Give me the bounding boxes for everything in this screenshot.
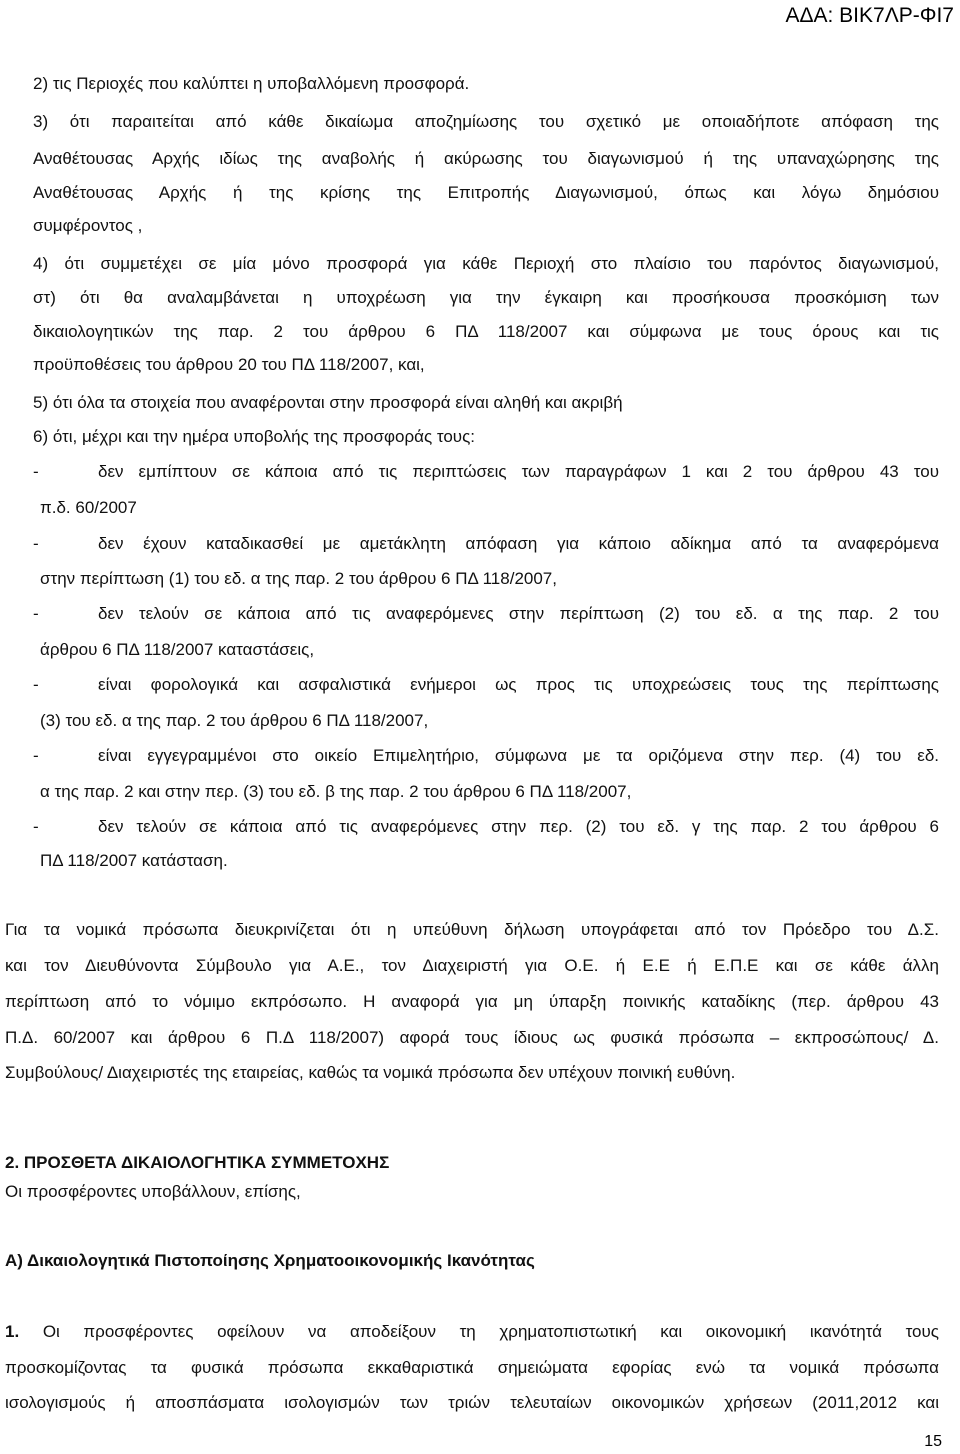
bullet-continuation: π.δ. 60/2007	[40, 498, 137, 517]
legal-note-line: περίπτωση από το νόμιμο εκπρόσωπο. Η αναφορά για μη ύπαρξη ποινικής καταδίκης (περ. άρθρου 43	[5, 992, 939, 1011]
text-line: Αναθέτουσας Αρχής ή της κρίσης της Επιτροπής Διαγωνισμού, όπως και λόγω δημόσιου	[33, 183, 939, 202]
text-line: προϋποθέσεις του άρθρου 20 του ΠΔ 118/2007, και,	[33, 355, 425, 374]
bullet-text: δεν εμπίπτουν σε κάποια από τις περιπτώσεις των παραγράφων 1 και 2 του άρθρου 43 του	[98, 462, 939, 481]
page-number: 15	[924, 1433, 942, 1450]
bullet-dash: -	[33, 462, 39, 481]
text-line: στ) ότι θα αναλαμβάνεται η υποχρέωση για την έγκαιρη και προσήκουσα προσκόμιση των	[33, 288, 939, 307]
text-line: 3) ότι παραιτείται από κάθε δικαίωμα αποζημίωσης του σχετικό με οποιαδήποτε απόφαση της	[33, 112, 939, 131]
item-line: ισολογισμούς ή αποσπάσματα ισολογισμών των τριών τελευταίων οικονομικών χρήσεων (2011,2012 και	[5, 1393, 939, 1412]
bullet-continuation: ΠΔ 118/2007 κατάσταση.	[40, 851, 228, 870]
text-line: 6) ότι, μέχρι και την ημέρα υποβολής της προσφοράς τους:	[33, 427, 476, 446]
legal-note-line: Συμβούλους/ Διαχειριστές της εταιρείας, καθώς τα νομικά πρόσωπα δεν υπέχουν ποινική ευθύνη.	[5, 1063, 736, 1082]
bullet-dash: -	[33, 534, 39, 553]
section-heading: 2. ΠΡΟΣΘΕΤΑ ΔΙΚΑΙΟΛΟΓΗΤΙΚΑ ΣΥΜΜΕΤΟΧΗΣ	[5, 1153, 390, 1172]
text-line: συμφέροντος ,	[33, 216, 143, 235]
item-text: Οι προσφέροντες οφείλουν να αποδείξουν τη χρηματοπιστωτική και οικονομική ικανότητά τους	[42, 1322, 939, 1341]
ada-code: ΑΔΑ: ΒΙΚ7ΛΡ-ΦΙ7	[785, 4, 954, 27]
bullet-text: είναι φορολογικά και ασφαλιστικά ενήμεροι ως προς τις υποχρεώσεις τους της περίπτωσης	[98, 675, 939, 694]
bullet-continuation: α της παρ. 2 και στην περ. (3) του εδ. β της παρ. 2 του άρθρου 6 ΠΔ 118/2007,	[40, 782, 632, 801]
text-line: 5) ότι όλα τα στοιχεία που αναφέρονται στην προσφορά είναι αληθή και ακριβή	[33, 393, 623, 412]
subsection-heading: Α) Δικαιολογητικά Πιστοποίησης Χρηματοοικονομικής Ικανότητας	[5, 1251, 535, 1270]
item-line: προσκομίζοντας τα φυσικά πρόσωπα εκκαθαριστικά σημειώματα εφορίας ενώ τα νομικά πρόσωπα	[5, 1358, 939, 1377]
bullet-text: δεν έχουν καταδικασθεί με αμετάκλητη απόφαση για κάποιο αδίκημα από τα αναφερόμενα	[98, 534, 939, 553]
bullet-dash: -	[33, 746, 39, 765]
text-line: 2) τις Περιοχές που καλύπτει η υποβαλλόμενη προσφορά.	[33, 74, 470, 93]
legal-note-line: Για τα νομικά πρόσωπα διευκρινίζεται ότι η υπεύθυνη δήλωση υπογράφεται από τον Πρόεδρο του Δ.Σ.	[5, 920, 939, 939]
bullet-text: είναι εγγεγραμμένοι στο οικείο Επιμελητήριο, σύμφωνα με τα οριζόμενα στην περ. (4) του εδ.	[98, 746, 939, 765]
bullet-text: δεν τελούν σε κάποια από τις αναφερόμενες στην περ. (2) του εδ. γ της παρ. 2 του άρθρου 6	[98, 817, 939, 836]
bullet-dash: -	[33, 604, 39, 623]
text-line: Αναθέτουσας Αρχής ιδίως της αναβολής ή ακύρωσης του διαγωνισμού ή της υπαναχώρησης της	[33, 149, 939, 168]
bullet-text: δεν τελούν σε κάποια από τις αναφερόμενες στην περίπτωση (2) του εδ. α της παρ. 2 του	[98, 604, 939, 623]
bullet-continuation: άρθρου 6 ΠΔ 118/2007 καταστάσεις,	[40, 640, 315, 659]
legal-note-line: Π.Δ. 60/2007 και άρθρου 6 Π.Δ 118/2007) αφορά τους ίδιους ως φυσικά πρόσωπα – εκπροσώπους/ Δ.	[5, 1028, 939, 1047]
legal-note-line: και τον Διευθύνοντα Σύμβουλο για Α.Ε., τον Διαχειριστή για Ο.Ε. ή Ε.Ε ή Ε.Π.Ε και σε κάθε άλλη	[5, 956, 939, 975]
bullet-dash: -	[33, 675, 39, 694]
text-line: 4) ότι συμμετέχει σε μία μόνο προσφορά για κάθε Περιοχή στο πλαίσιο του παρόντος διαγωνισμού,	[33, 254, 939, 273]
text-line: δικαιολογητικών της παρ. 2 του άρθρου 6 ΠΔ 118/2007 και σύμφωνα με τους όρους και τις	[33, 322, 939, 341]
item-number: 1.	[5, 1322, 20, 1341]
bullet-continuation: (3) του εδ. α της παρ. 2 του άρθρου 6 ΠΔ 118/2007,	[40, 711, 429, 730]
item-line	[5, 1322, 939, 1342]
bullet-continuation: στην περίπτωση (1) του εδ. α της παρ. 2 του άρθρου 6 ΠΔ 118/2007,	[40, 569, 557, 588]
section-intro: Οι προσφέροντες υποβάλλουν, επίσης,	[5, 1182, 301, 1201]
bullet-dash: -	[33, 817, 39, 836]
